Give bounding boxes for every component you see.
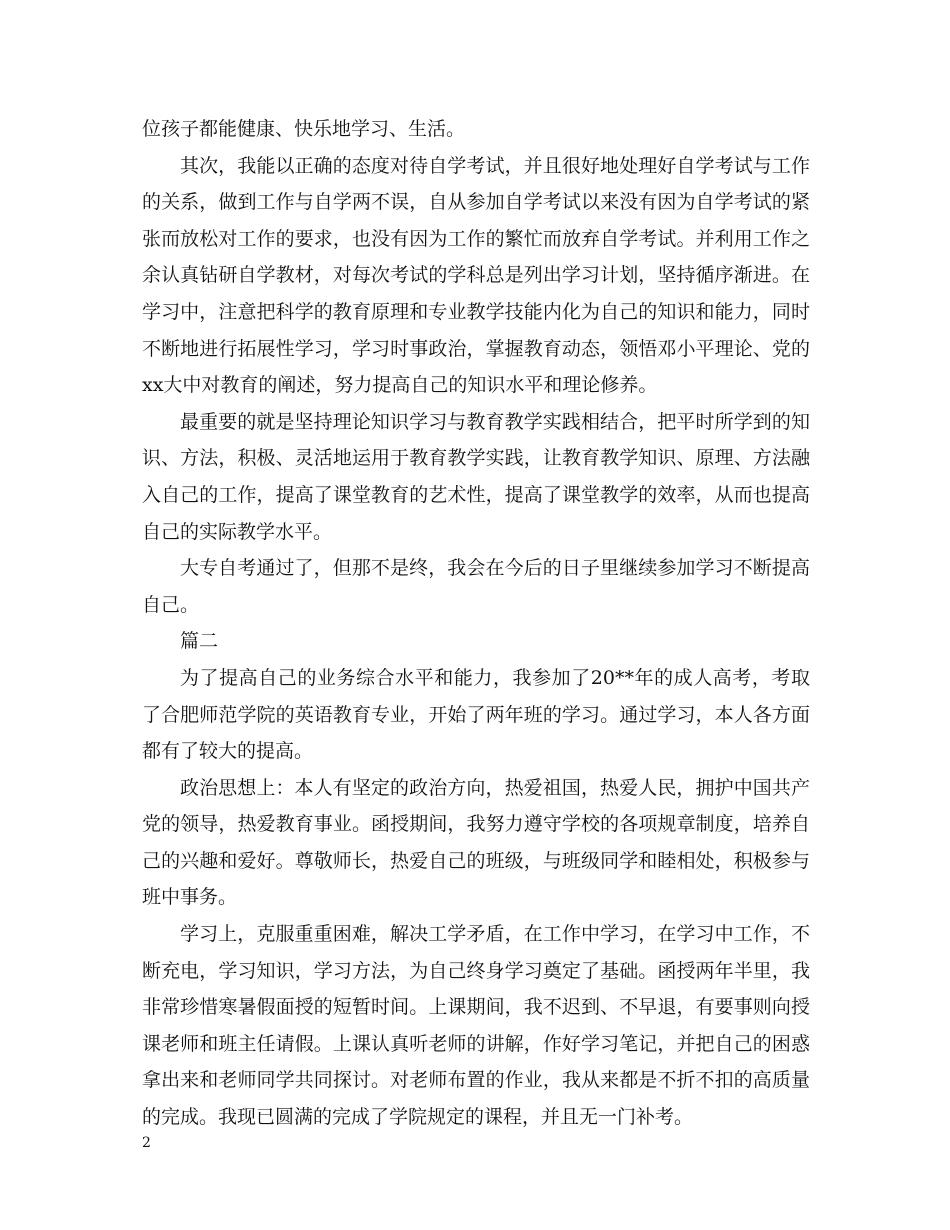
paragraph-continue-learning: 大专自考通过了，但那不是终，我会在今后的日子里继续参加学习不断提高自己。 xyxy=(142,557,810,616)
section-heading-part-two: 篇二 xyxy=(180,630,219,653)
paragraph-self-study-exams: 其次，我能以正确的态度对待自学考试，并且很好地处理好自学考试与工作的关系，做到工作与自学两不误，自从参加自学考试以来没有因为自学考试的紧张而放松对工作的要求，也没有因为工作的繁忙而放弃自学考试。并利用工作之余认真钻研自学教材，对每次考试的学科总是列出学习计划，坚持循序渐进。在学习中，注意把科学的教育原理和专业教学技能内化为自己的知识和能力，同时不断地进行拓展性学习，学习时事政治，掌握教育动态，领悟邓小平理论、党的xx大中对教育的阐述，努力提高自己的知识水平和理论修养。 xyxy=(142,154,810,397)
paragraph-study: 学习上，克服重重困难，解决工学矛盾，在工作中学习，在学习中工作，不断充电，学习知识，学习方法，为自己终身学习奠定了基础。函授两年半里，我非常珍惜寒暑假面授的短暂时间。上课期间，我不迟到、不早退，有要事则向授课老师和班主任请假。上课认真听老师的讲解，作好学习笔记，并把自己的困惑拿出来和老师同学共同探讨。对老师布置的作业，我从来都是不折不扣的高质量的完成。我现已圆满的完成了学院规定的课程，并且无一门补考。 xyxy=(142,923,810,1129)
paragraph-adult-exam: 为了提高自己的业务综合水平和能力，我参加了20**年的成人高考，考取了合肥师范学院的英语教育专业，开始了两年班的学习。通过学习，本人各方面都有了较大的提高。 xyxy=(142,666,810,763)
paragraph-continued: 位孩子都能健康、快乐地学习、生活。 xyxy=(142,118,466,140)
page-number: 2 xyxy=(142,1135,151,1151)
paragraph-theory-practice: 最重要的就是坚持理论知识学习与教育教学实践相结合，把平时所学到的知识、方法，积极、灵活地运用于教育教学实践，让教育教学知识、原理、方法融入自己的工作，提高了课堂教育的艺术性，提高了课堂教学的效率，从而也提高自己的实际教学水平。 xyxy=(142,410,810,543)
paragraph-political-thought: 政治思想上：本人有坚定的政治方向，热爱祖国，热爱人民，拥护中国共产党的领导，热爱教育事业。函授期间，我努力遵守学校的各项规章制度，培养自己的兴趣和爱好。尊敬师长，热爱自己的班级，与班级同学和睦相处，积极参与班中事务。 xyxy=(142,776,810,909)
document-body xyxy=(142,111,810,1136)
